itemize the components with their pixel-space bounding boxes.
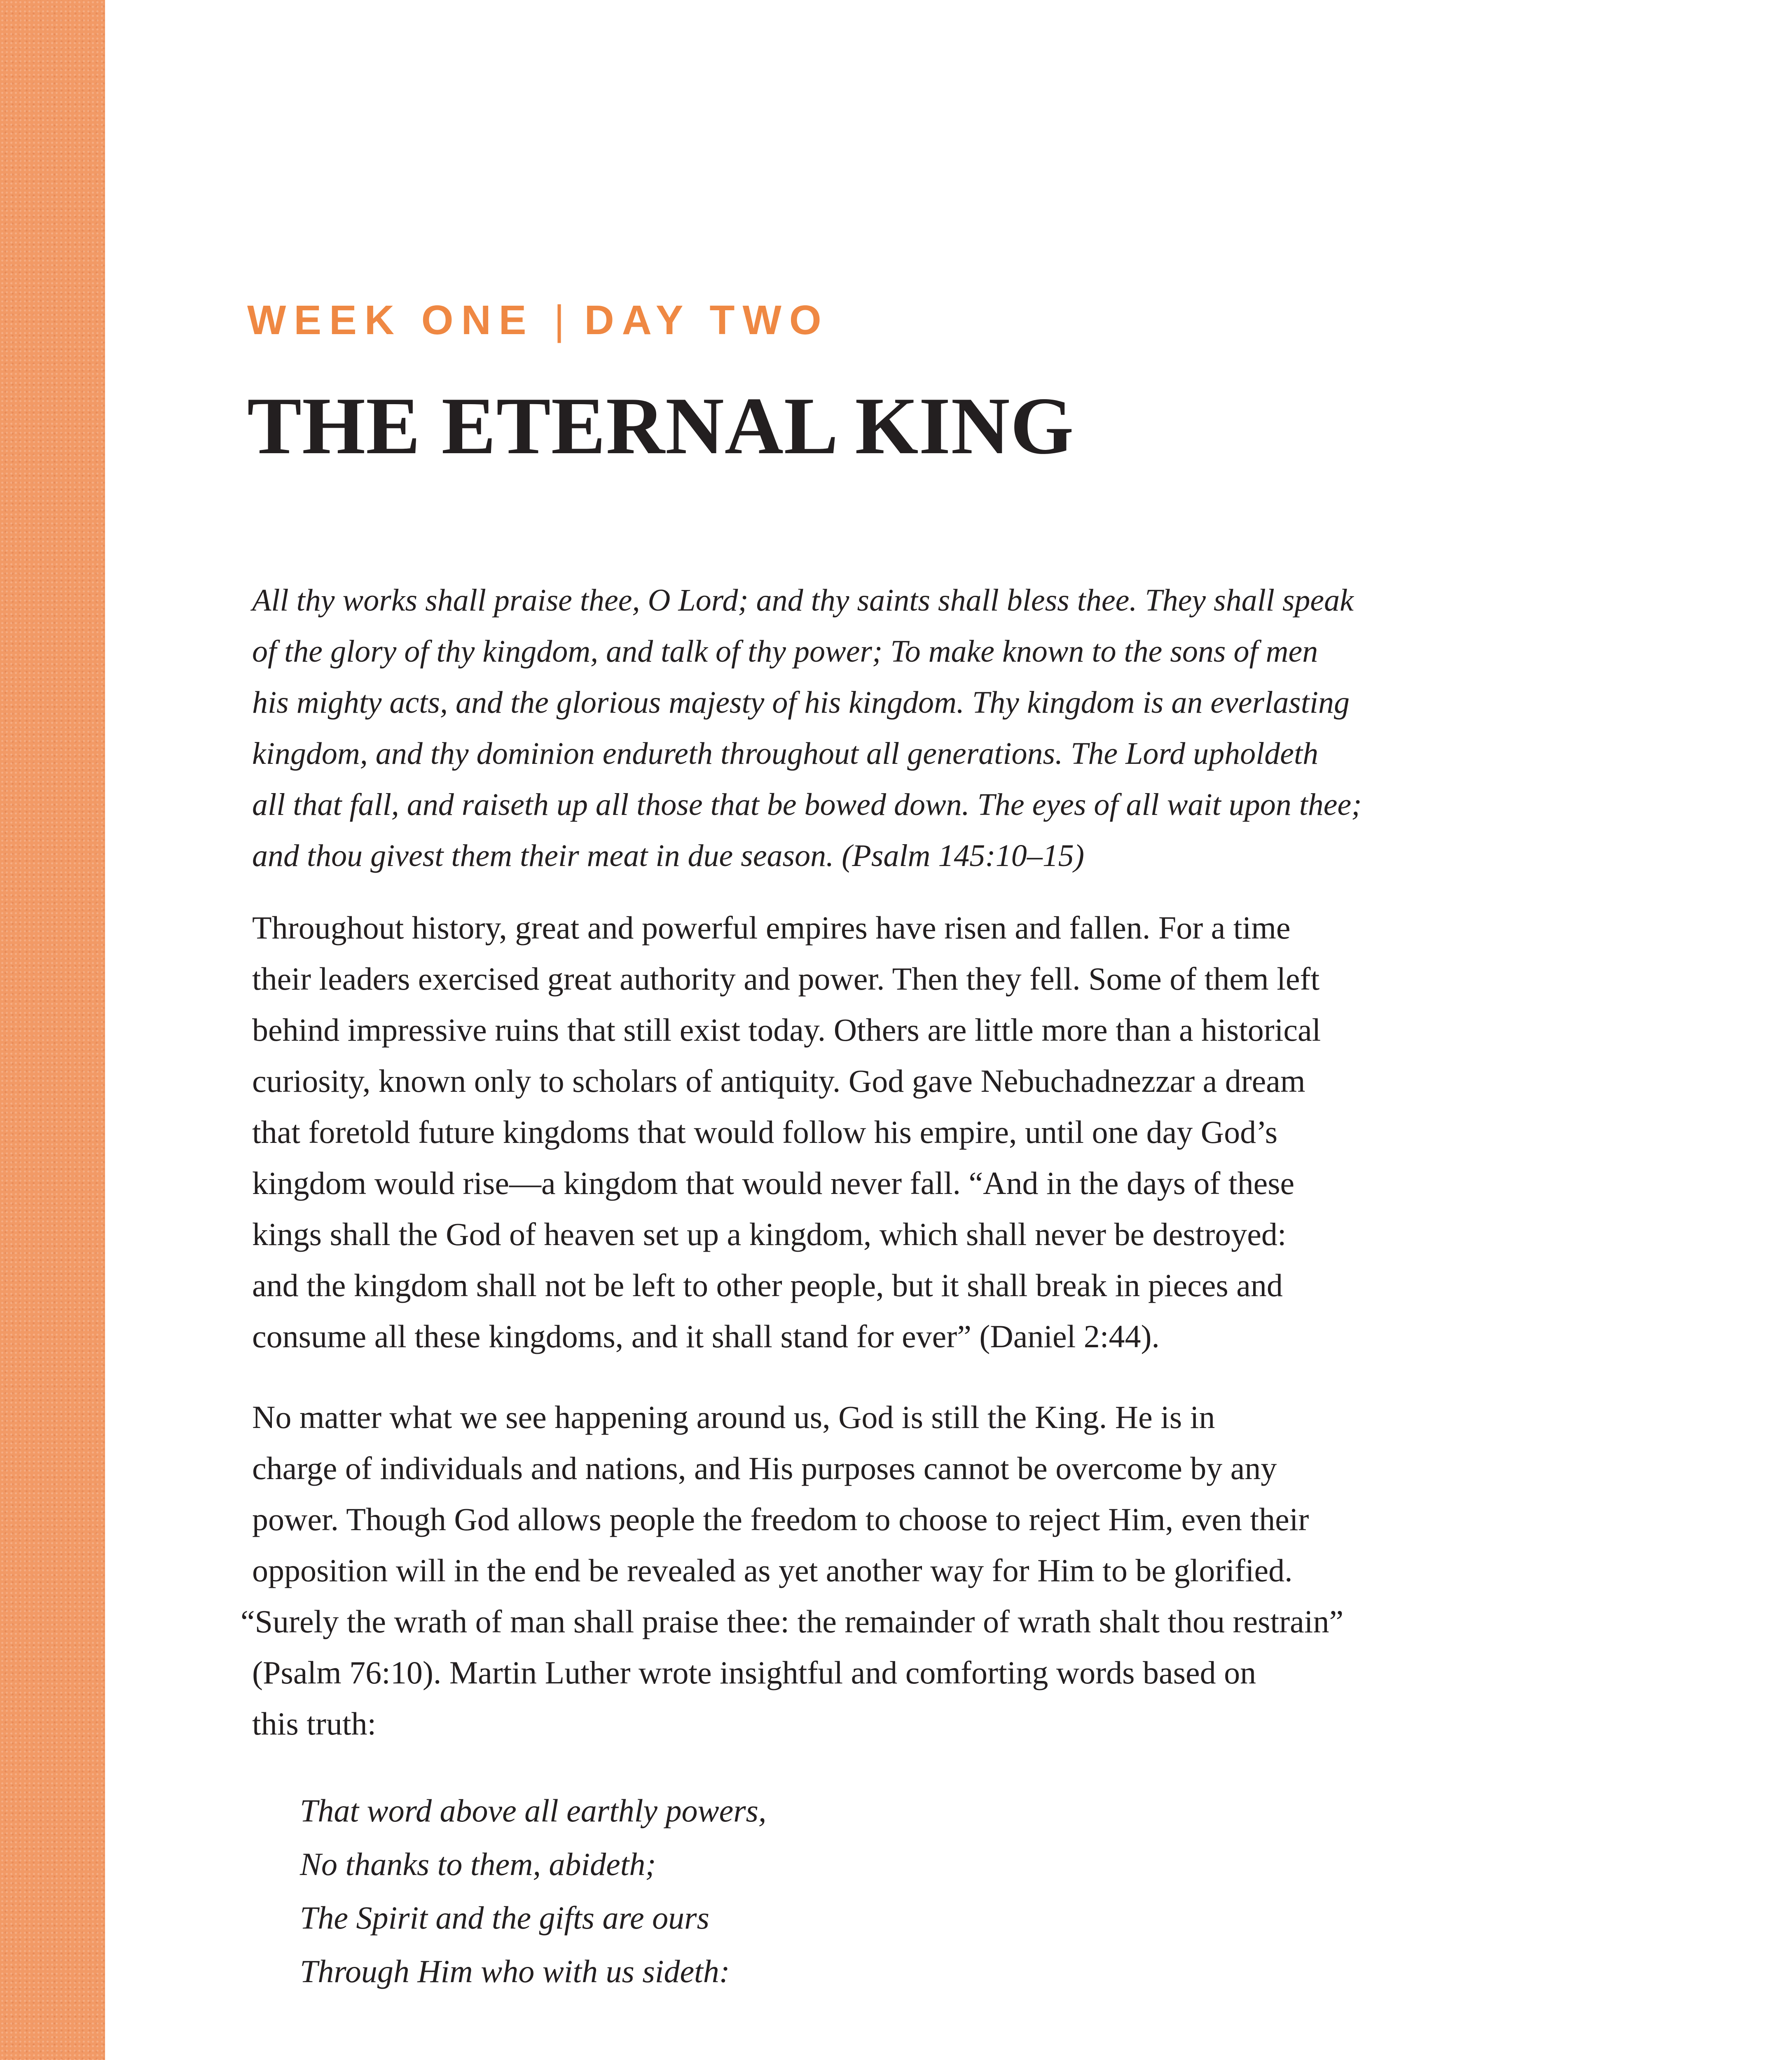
quote-line: of the glory of thy kingdom, and talk of thy power; To make known to the sons of men	[252, 634, 1318, 669]
quote-line: kingdom, and thy dominion endureth throughout all generations. The Lord upholdeth	[252, 736, 1319, 771]
decorative-sidebar	[0, 0, 105, 2060]
paragraph-line: this truth:	[252, 1706, 377, 1742]
quote-line: all that fall, and raiseth up all those that be bowed down. The eyes of all wait upon thee;	[252, 787, 1362, 822]
kicker-week: WEEK ONE	[247, 297, 534, 343]
poem-line: That word above all earthly powers,	[300, 1793, 767, 1828]
paragraph-line: power. Though God allows people the freedom to choose to reject Him, even their	[252, 1501, 1309, 1537]
paragraph-line: (Psalm 76:10). Martin Luther wrote insightful and comforting words based on	[252, 1655, 1256, 1690]
paragraph-line: consume all these kingdoms, and it shall stand for ever” (Daniel 2:44).	[252, 1318, 1160, 1354]
paragraph-line: that foretold future kingdoms that would follow his empire, until one day God’s	[252, 1114, 1278, 1150]
page-title: THE ETERNAL KING	[247, 381, 1074, 471]
kicker-separator: |	[554, 297, 565, 343]
paragraph-line: and the kingdom shall not be left to other people, but it shall break in pieces and	[252, 1267, 1283, 1303]
paragraph-line: kings shall the God of heaven set up a kingdom, which shall never be destroyed:	[252, 1216, 1287, 1252]
kicker-day: DAY TWO	[584, 297, 829, 343]
quote-line: and thou givest them their meat in due season. (Psalm 145:10–15)	[252, 838, 1085, 873]
paragraph-line: charge of individuals and nations, and His purposes cannot be overcome by any	[252, 1450, 1277, 1486]
poem-line: The Spirit and the gifts are ours	[300, 1900, 709, 1936]
luther-poem	[247, 1784, 1634, 1998]
poem-line: Through Him who with us sideth:	[300, 1953, 730, 1989]
paragraph-line: behind impressive ruins that still exist today. Others are little more than a historical	[252, 1012, 1321, 1048]
paragraph-line: curiosity, known only to scholars of antiquity. God gave Nebuchadnezzar a dream	[252, 1063, 1305, 1099]
paragraph-line: their leaders exercised great authority and power. Then they fell. Some of them left	[252, 961, 1320, 997]
quote-line: his mighty acts, and the glorious majesty of his kingdom. Thy kingdom is an everlasting	[252, 685, 1350, 720]
paragraph-god-is-king	[241, 1392, 1586, 1749]
paragraph-history	[247, 902, 1586, 1362]
paragraph-line: Throughout history, great and powerful empires have risen and fallen. For a time	[252, 910, 1291, 946]
paragraph-line: opposition will in the end be revealed as yet another way for Him to be glorified.	[252, 1552, 1293, 1588]
week-day-kicker	[247, 297, 829, 344]
paragraph-line: No matter what we see happening around us, God is still the King. He is in	[252, 1399, 1215, 1435]
paragraph-line: kingdom would rise—a kingdom that would never fall. “And in the days of these	[252, 1165, 1295, 1201]
paragraph-line: “Surely the wrath of man shall praise thee: the remainder of wrath shalt thou restrain”	[241, 1604, 1344, 1639]
scripture-quote	[247, 575, 1586, 881]
poem-line: No thanks to them, abideth;	[300, 1846, 656, 1882]
quote-line: All thy works shall praise thee, O Lord; and thy saints shall bless thee. They shall speak	[252, 583, 1354, 618]
